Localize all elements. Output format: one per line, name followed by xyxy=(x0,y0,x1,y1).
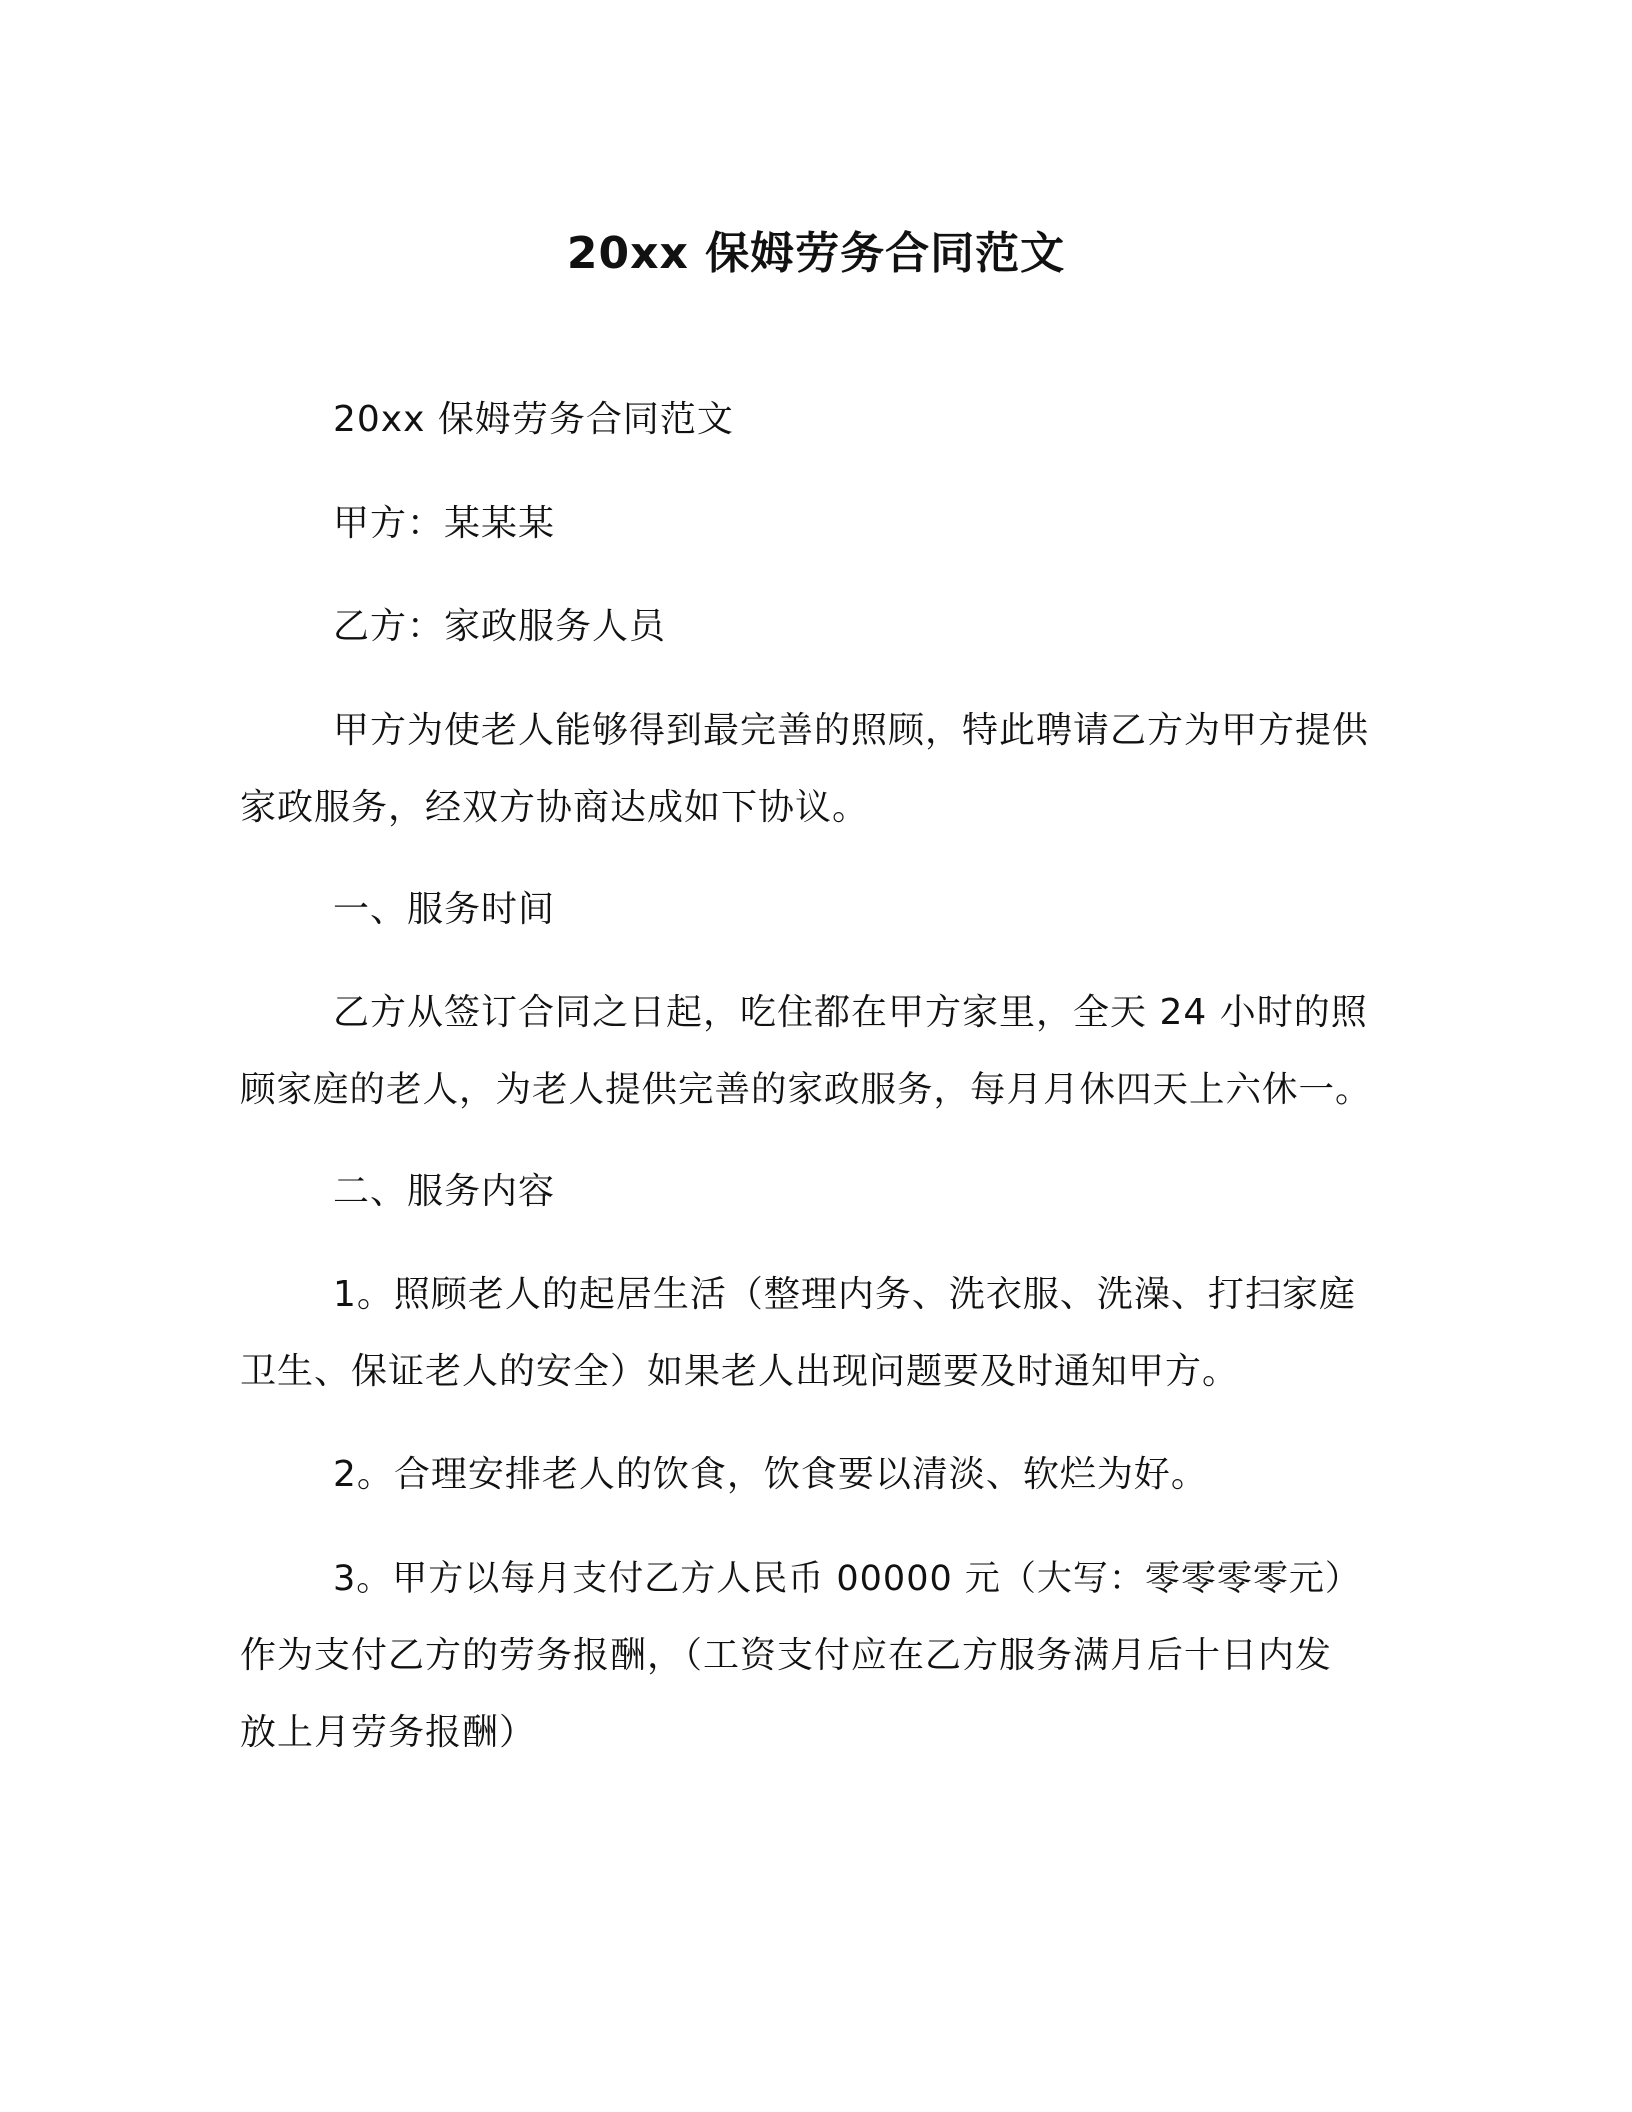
clause-1-line-2: 卫生、保证老人的安全）如果老人出现问题要及时通知甲方。 xyxy=(240,1351,1240,1392)
service-time-line-1: 乙方从签订合同之日起，吃住都在甲方家里，全天 24 小时的照 xyxy=(333,992,1368,1033)
document-title: 20xx 保姆劳务合同范文 xyxy=(566,228,1066,279)
paragraph-subtitle: 20xx 保姆劳务合同范文 xyxy=(333,399,734,440)
clause-3-line-2: 作为支付乙方的劳务报酬，（工资支付应在乙方服务满月后十日内发 xyxy=(240,1635,1333,1676)
clause-3-line-3: 放上月劳务报酬） xyxy=(240,1712,537,1753)
party-b-line: 乙方：家政服务人员 xyxy=(333,606,667,647)
section-heading-service-content: 二、服务内容 xyxy=(333,1171,556,1212)
section-heading-service-time: 一、服务时间 xyxy=(333,889,556,930)
clause-1-line-1: 1。照顾老人的起居生活（整理内务、洗衣服、洗澡、打扫家庭 xyxy=(333,1274,1356,1315)
service-time-line-2: 顾家庭的老人，为老人提供完善的家政服务，每月月休四天上六休一。 xyxy=(240,1069,1372,1110)
clause-2-line-1: 2。合理安排老人的饮食，饮食要以清淡、软烂为好。 xyxy=(333,1454,1208,1495)
clause-3-line-1: 3。甲方以每月支付乙方人民币 00000 元（大写：零零零零元） xyxy=(333,1559,1361,1599)
intro-paragraph-line-1: 甲方为使老人能够得到最完善的照顾，特此聘请乙方为甲方提供 xyxy=(333,710,1370,751)
intro-paragraph-line-2: 家政服务，经双方协商达成如下协议。 xyxy=(240,787,870,828)
party-a-line: 甲方：某某某 xyxy=(333,503,556,544)
